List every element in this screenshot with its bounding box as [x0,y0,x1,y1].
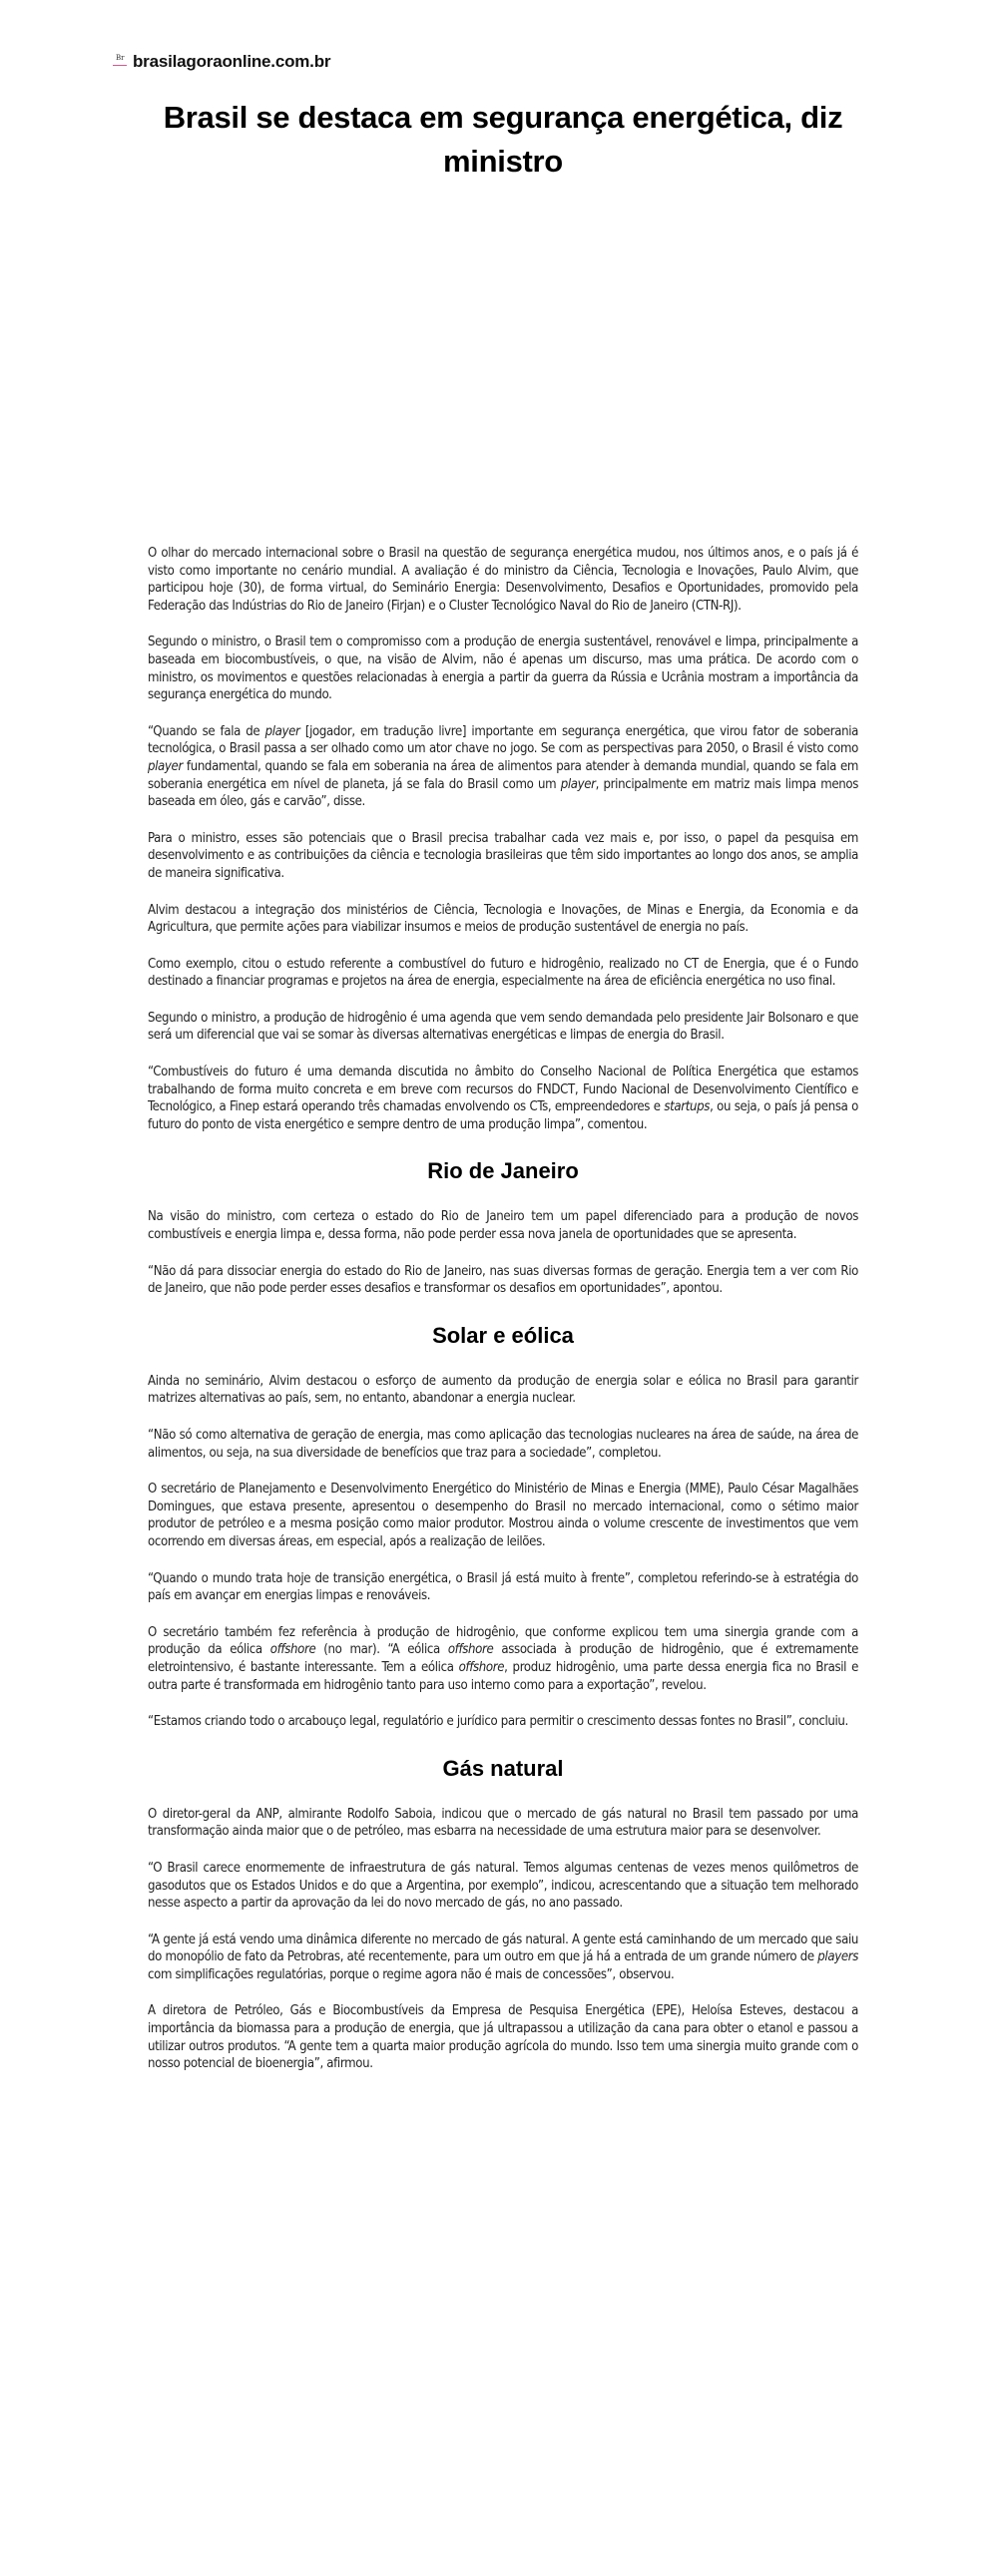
article-paragraph [148,1860,858,1913]
paragraph-text: A diretora de Petróleo, Gás e Biocombustíveis da Empresa de Pesquisa Energética (EPE), Heloísa Esteves, destacou a importância da biomassa para a produção de energia, que já ultrapassou a utilização da cana para obter o etanol e passou a utilizar outros produtos. “A gente tem a quarta maior produção agrícola do mundo. Isso tem uma sinergia muito grande com o nosso potencial de bioenergia”, afirmou. [148,2003,858,2072]
section-heading: Rio de Janeiro [427,1158,579,1184]
article-paragraph [148,1010,858,1045]
article-paragraph [148,1208,858,1243]
logo-icon [113,56,129,68]
italic-term: player [560,776,596,792]
paragraph-text: Como exemplo, citou o estudo referente a combustível do futuro e hidrogênio, realizado no CT de Energia, que é o Fundo destinado a financiar programas e projetos na área de energia, especialmente na área de eficiência energética no uso final. [148,956,858,990]
paragraph-text: com simplificações regulatórias, porque o regime agora não é mais de concessões”, observou. [148,1966,675,1982]
paragraph-text: “A gente já está vendo uma dinâmica diferente no mercado de gás natural. A gente está caminhando de um mercado que saiu do monopólio de fato da Petrobras, até recentemente, para um outro em que já há a entrada de um grande número de [148,1932,858,1965]
article-paragraph [148,1481,858,1550]
article-paragraph [148,1373,858,1408]
paragraph-text: “Quando se fala de [148,723,265,739]
article-paragraph [148,1570,858,1605]
paragraph-text: [jogador, em tradução livre] importante em segurança energética, que virou fator de soberania tecnológica, o Brasil passa a ser olhado como um ator chave no jogo. Se com as perspectivas para 2050, o Brasil é visto como [148,723,858,757]
italic-term: players [817,1949,858,1965]
italic-term: player [148,758,183,774]
article-paragraph [148,830,858,883]
paragraph-text: , ou seja, o país já pensa o futuro do ponto de vista energético e sempre dentro de uma produção limpa”, comentou. [148,1099,858,1132]
paragraph-text: “Estamos criando todo o arcabouço legal, regulatório e jurídico para permitir o crescimento dessas fontes no Brasil”, concluiu. [148,1714,848,1730]
article-title: Brasil se destaca em segurança energética, diz ministro [163,100,843,179]
logo-mark-text: Br [116,54,125,62]
article-paragraph [148,902,858,937]
site-logo[interactable] [113,52,330,72]
section-heading: Solar e eólica [432,1322,574,1348]
paragraph-text: Segundo o ministro, a produção de hidrogênio é uma agenda que vem sendo demandada pelo presidente Jair Bolsonaro e que será um diferencial que vai se somar às diversas alternativas energéticas e limpas de energia do Brasil. [148,1010,858,1044]
italic-term: offshore [447,1642,494,1658]
article-paragraph [148,1932,858,1984]
paragraph-text: “Não dá para dissociar energia do estado do Rio de Janeiro, nas suas diversas formas de geração. Energia tem a ver com Rio de Janeiro, que não pode perder esses desafios e transformar os desafios em oportunidades”, apontou. [148,1263,858,1297]
site-domain[interactable]: brasilagoraonline.com.br [133,52,331,71]
paragraph-text: Alvim destacou a integração dos ministérios de Ciência, Tecnologia e Inovações, de Minas e Energia, da Economia e da Agricultura, que permite ações para viabilizar insumos e meios de produção sustentável de energia no país. [148,902,858,936]
article-paragraph [148,1263,858,1298]
article-paragraph [148,2002,858,2072]
article-paragraph [148,1806,858,1841]
paragraph-text: , principalmente em matriz mais limpa menos baseada em óleo, gás e carvão”, disse. [148,776,858,810]
paragraph-text: Na visão do ministro, com certeza o estado do Rio de Janeiro tem um papel diferenciado para a produção de novos combustíveis e energia limpa e, dessa forma, não pode perder essa nova janela de oportunidades que se apresenta. [148,1209,858,1243]
paragraph-text: “Combustíveis do futuro é uma demanda discutida no âmbito do Conselho Nacional de Política Energética que estamos trabalhando de forma muito concreta e em breve com recursos do FNDCT, Fundo Nacional de Desenvolvimento Científico e Tecnológico, a Finep estará operando três chamadas envolvendo os CTs, empreendedores e [148,1065,858,1115]
article-paragraph [148,1427,858,1462]
paragraph-text: Para o ministro, esses são potenciais que o Brasil precisa trabalhar cada vez mais e, por isso, o papel da pesquisa em desenvolvimento e as contribuições da ciência e tecnologia brasileiras que têm sido importantes ao longo dos anos, se amplia de maneira significativa. [148,830,858,881]
article-paragraph [148,634,858,703]
article-paragraph [148,956,858,991]
article-paragraph [148,1624,858,1694]
paragraph-text: O secretário também fez referência à produção de hidrogênio, que conforme explicou tem uma sinergia grande com a produção da eólica [148,1624,858,1658]
paragraph-text: “Quando o mundo trata hoje de transição energética, o Brasil já está muito à frente”, completou referindo-se à estratégia do país em avançar em energias limpas e renováveis. [148,1570,858,1604]
paragraph-text: O diretor-geral da ANP, almirante Rodolfo Saboia, indicou que o mercado de gás natural no Brasil tem passado por uma transformação ainda maior que o de petróleo, mas esbarra na necessidade de uma estrutura maior para se desenvolver. [148,1806,858,1840]
section-heading: Gás natural [442,1755,564,1781]
article-paragraph [148,723,858,811]
article-body [148,545,858,2092]
article-paragraph [148,1064,858,1133]
paragraph-text: O secretário de Planejamento e Desenvolvimento Energético do Ministério de Minas e Energia (MME), Paulo César Magalhães Domingues, que estava presente, apresentou o desempenho do Brasil no mercado internacional, como o sétimo maior produtor de petróleo e a mesma posição como maior produtor. Mostrou ainda o volume crescente de investimentos que vem ocorrendo em diversas áreas, em especial, após a realização de leilões. [148,1482,858,1549]
paragraph-text: O olhar do mercado internacional sobre o Brasil na questão de segurança energética mudou, nos últimos anos, e o país já é visto como importante no cenário mundial. A avaliação é do ministro da Ciência, Tecnologia e Inovações, Paulo Alvim, que participou hoje (30), de forma virtual, do Seminário Energia: Desenvolvimento, Desafios e Oportunidades, promovido pela Federação das Indústrias do Rio de Janeiro (Firjan) e o Cluster Tecnológico Naval do Rio de Janeiro (CTN-RJ). [148,546,858,614]
paragraph-text: “Não só como alternativa de geração de energia, mas como aplicação das tecnologias nucleares na área de saúde, na área de alimentos, ou seja, na sua diversidade de benefícios que traz para a sociedade”, completou. [148,1428,858,1461]
paragraph-text: “O Brasil carece enormemente de infraestrutura de gás natural. Temos algumas centenas de vezes menos quilômetros de gasodutos que os Estados Unidos e do que a Argentina, por exemplo”, indicou, acrescentando que a situação tem melhorado nesse aspecto a partir da aprovação da lei do novo mercado de gás, no ano passado. [148,1860,858,1912]
italic-term: offshore [269,1642,316,1658]
logo-underline [113,65,127,66]
paragraph-text: Segundo o ministro, o Brasil tem o compromisso com a produção de energia sustentável, renovável e limpa, principalmente a baseada em biocombustíveis, o que, na visão de Alvim, não é apenas um discurso, mas uma prática. De acordo com o ministro, os movimentos e questões relacionadas à energia a partir da guerra da Rússia e Ucrânia mostram a importância da segurança energética do mundo. [148,635,858,703]
italic-term: offshore [458,1659,505,1675]
paragraph-text: (no mar). “A eólica [315,1642,448,1658]
italic-term: player [264,723,300,739]
article-paragraph [148,545,858,615]
paragraph-text: Ainda no seminário, Alvim destacou o esforço de aumento da produção de energia solar e eólica no Brasil para garantir matrizes alternativas ao país, sem, no entanto, abandonar a energia nuclear. [148,1373,858,1407]
paragraph-text: fundamental, quando se fala em soberania na área de alimentos para atender à demanda mundial, quando se fala em soberania energética em nível de planeta, já se fala do Brasil como um [148,758,858,792]
paragraph-text: , produz hidrogênio, uma parte dessa energia fica no Brasil e outra parte é transformada em hidrogênio tanto para uso interno como para a exportação”, revelou. [148,1659,858,1693]
italic-term: startups [664,1099,711,1115]
paragraph-text: associada à produção de hidrogênio, que é extremamente eletrointensivo, é bastante interessante. Tem a eólica [148,1642,859,1675]
article-paragraph [148,1713,858,1731]
